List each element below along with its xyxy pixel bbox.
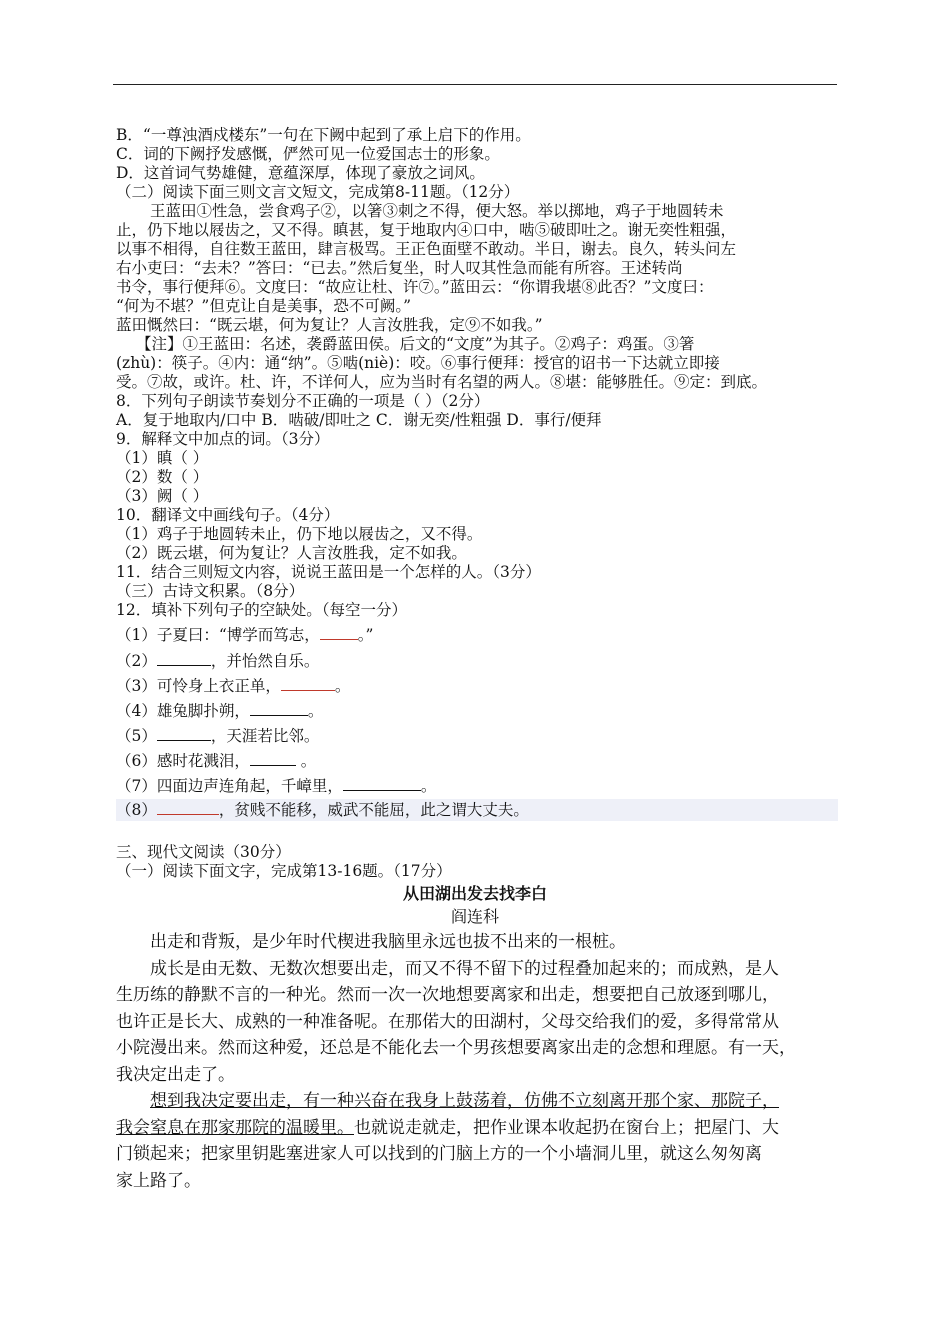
question-11: 11．结合三则短文内容，说说王蓝田是一个怎样的人。（3分） (116, 563, 541, 581)
fill-line-3 (116, 676, 840, 696)
article-paragraph-line: 我决定出走了。 (116, 1065, 235, 1085)
article-paragraph-line: 小院漫出来。然而这种爱，还总是不能化去一个男孩想要离家出走的念想和理愿。有一天， (116, 1038, 796, 1058)
section-2-heading: （二）阅读下面三则文言文短文，完成第8-11题。（12分） (116, 183, 520, 201)
section-3-heading: （三）古诗文积累。（8分） (116, 582, 305, 600)
fill-prefix: （7）四面边声连角起，千嶂里， (116, 777, 343, 795)
fill-suffix: 。 (295, 752, 317, 770)
question-10-item: （2）既云堪，何为复让？人言汝胜我，定不如我。 (116, 544, 467, 562)
fill-line-1 (116, 625, 840, 645)
fill-prefix: （8） (116, 801, 157, 819)
fill-prefix: （1）子夏曰：“博学而笃志， (116, 626, 320, 644)
article-paragraph-line: 生历练的静默不言的一种光。然而一次一次地想要离家和出走，想要把自己放逐到哪儿， (116, 985, 779, 1005)
question-9-item: （3）阙（ ） (116, 487, 209, 505)
question-9-item: （2）数（ ） (116, 468, 209, 486)
article-paragraph-line (116, 1115, 838, 1142)
fill-prefix: （2） (116, 652, 157, 670)
underlined-sentence: 我会窒息在那家那院的温暖里。 (116, 1118, 354, 1138)
fill-line-2 (116, 651, 840, 671)
fill-suffix: ，贫贱不能移，威武不能屈，此之谓大丈夫。 (218, 801, 529, 819)
answer-blank[interactable] (250, 701, 308, 716)
annotation-line: (zhù)：筷子。④内：通“纳”。⑤啮(niè)：咬。⑥事行便拜：授官的诏书一下达就立即接 (116, 354, 720, 372)
classical-text-line: “何为不堪？”但克让自是美事，恐不可阙。” (116, 297, 412, 315)
section-modern-sub: （一）阅读下面文字，完成第13-16题。（17分） (116, 862, 452, 880)
question-12: 12．填补下列句子的空缺处。（每空一分） (116, 601, 407, 619)
article-paragraph: 出走和背叛，是少年时代楔进我脑里永远也拔不出来的一根桩。 (150, 932, 626, 952)
article-paragraph-line: 成长是由无数、无数次想要出走，而又不得不留下的过程叠加起来的；而成熟，是人 (150, 959, 779, 979)
question-10: 10．翻译文中画线句子。（4分） (116, 506, 340, 524)
answer-blank[interactable] (320, 625, 358, 640)
fill-suffix: ，并怡然自乐。 (210, 652, 320, 670)
question-8-options: A．复于地取内/口中 B．啮破/即吐之 C．谢无奕/性粗强 D．事行/便拜 (116, 411, 602, 429)
classical-text-line: 止，仍下地以屐齿之，又不得。瞋甚，复于地取内④口中，啮⑤破即吐之。谢无奕性粗强， (116, 221, 737, 239)
answer-blank[interactable] (157, 726, 211, 741)
fill-line-8 (116, 799, 838, 821)
article-author: 阎连科 (450, 907, 499, 926)
header-rule (113, 84, 837, 85)
classical-text-line: 蓝田慨然曰：“既云堪，何为复让？人言汝胜我，定⑨不如我。” (116, 316, 543, 334)
classical-text-line: 以事不相得，自往数王蓝田，肆言极骂。王正色面壁不敢动。半日，谢去。良久，转头问左 (116, 240, 737, 258)
answer-blank[interactable] (343, 776, 421, 791)
option-c: C．词的下阙抒发感慨，俨然可见一位爱国志士的形象。 (116, 145, 500, 163)
article-paragraph-line: 家上路了。 (116, 1171, 201, 1191)
option-b: B．“一尊浊酒戍楼东”一句在下阙中起到了承上启下的作用。 (116, 126, 531, 144)
fill-line-4 (116, 701, 840, 721)
question-9-item: （1）瞋（ ） (116, 449, 209, 467)
answer-blank[interactable] (157, 800, 219, 815)
classical-text-line: 右小吏曰：“去未？”答曰：“已去。”然后复坐，时人叹其性急而能有所容。王述转尚 (116, 259, 683, 277)
fill-suffix: 。” (357, 626, 374, 644)
fill-prefix: （5） (116, 727, 157, 745)
annotation-line: 【注】①王蓝田：名述，袭爵蓝田侯。后文的“文度”为其子。②鸡子：鸡蛋。③箸 (136, 335, 695, 353)
article-paragraph-line: 也许正是长大、成熟的一种准备呢。在那偌大的田湖村，父母交给我们的爱，多得常常从 (116, 1012, 779, 1032)
fill-prefix: （4）雄兔脚扑朔， (116, 702, 250, 720)
answer-blank[interactable] (157, 651, 211, 666)
option-d: D．这首词气势雄健，意蕴深厚，体现了豪放之词风。 (116, 164, 485, 182)
fill-prefix: （6）感时花溅泪， (116, 752, 250, 770)
fill-suffix: 。 (420, 777, 437, 795)
underlined-sentence: 想到我决定要出走，有一种兴奋在我身上鼓荡着，仿佛不立刻离开那个家、那院子， (150, 1091, 779, 1111)
answer-blank[interactable] (250, 751, 296, 766)
fill-line-7 (116, 776, 840, 796)
fill-suffix: ，天涯若比邻。 (210, 727, 320, 745)
fill-line-6 (116, 751, 840, 771)
fill-prefix: （3）可怜身上衣正单， (116, 677, 281, 695)
question-9: 9．解释文中加点的词。（3分） (116, 430, 330, 448)
fill-suffix: 。 (307, 702, 324, 720)
question-8: 8．下列句子朗读节奏划分不正确的一项是（ ）（2分） (116, 392, 490, 410)
classical-text-line: 书令，事行便拜⑥。文度曰：“故应让杜、许⑦。”蓝田云：“你谓我堪⑧此否？”文度曰： (116, 278, 714, 296)
question-10-item: （1）鸡子于地圆转未止，仍下地以屐齿之，又不得。 (116, 525, 483, 543)
answer-blank[interactable] (281, 676, 335, 691)
fill-suffix: 。 (334, 677, 351, 695)
fill-line-5 (116, 726, 840, 746)
article-paragraph-line: 门锁起来；把家里钥匙塞进家人可以找到的门脑上方的一个小墙洞儿里，就这么匆匆离 (116, 1144, 762, 1164)
classical-text-line: 王蓝田①性急，尝食鸡子②，以箸③刺之不得，便大怒。举以掷地，鸡子于地圆转未 (150, 202, 724, 220)
article-text: 也就说走就走，把作业课本收起扔在窗台上；把屋门、大 (354, 1118, 779, 1138)
section-modern-heading: 三、现代文阅读（30分） (116, 843, 291, 861)
article-title: 从田湖出发去找李白 (402, 884, 547, 903)
annotation-line: 受。⑦故，或许。杜、许，不详何人，应为当时有名望的两人。⑧堪：能够胜任。⑨定：到底。 (116, 373, 768, 391)
